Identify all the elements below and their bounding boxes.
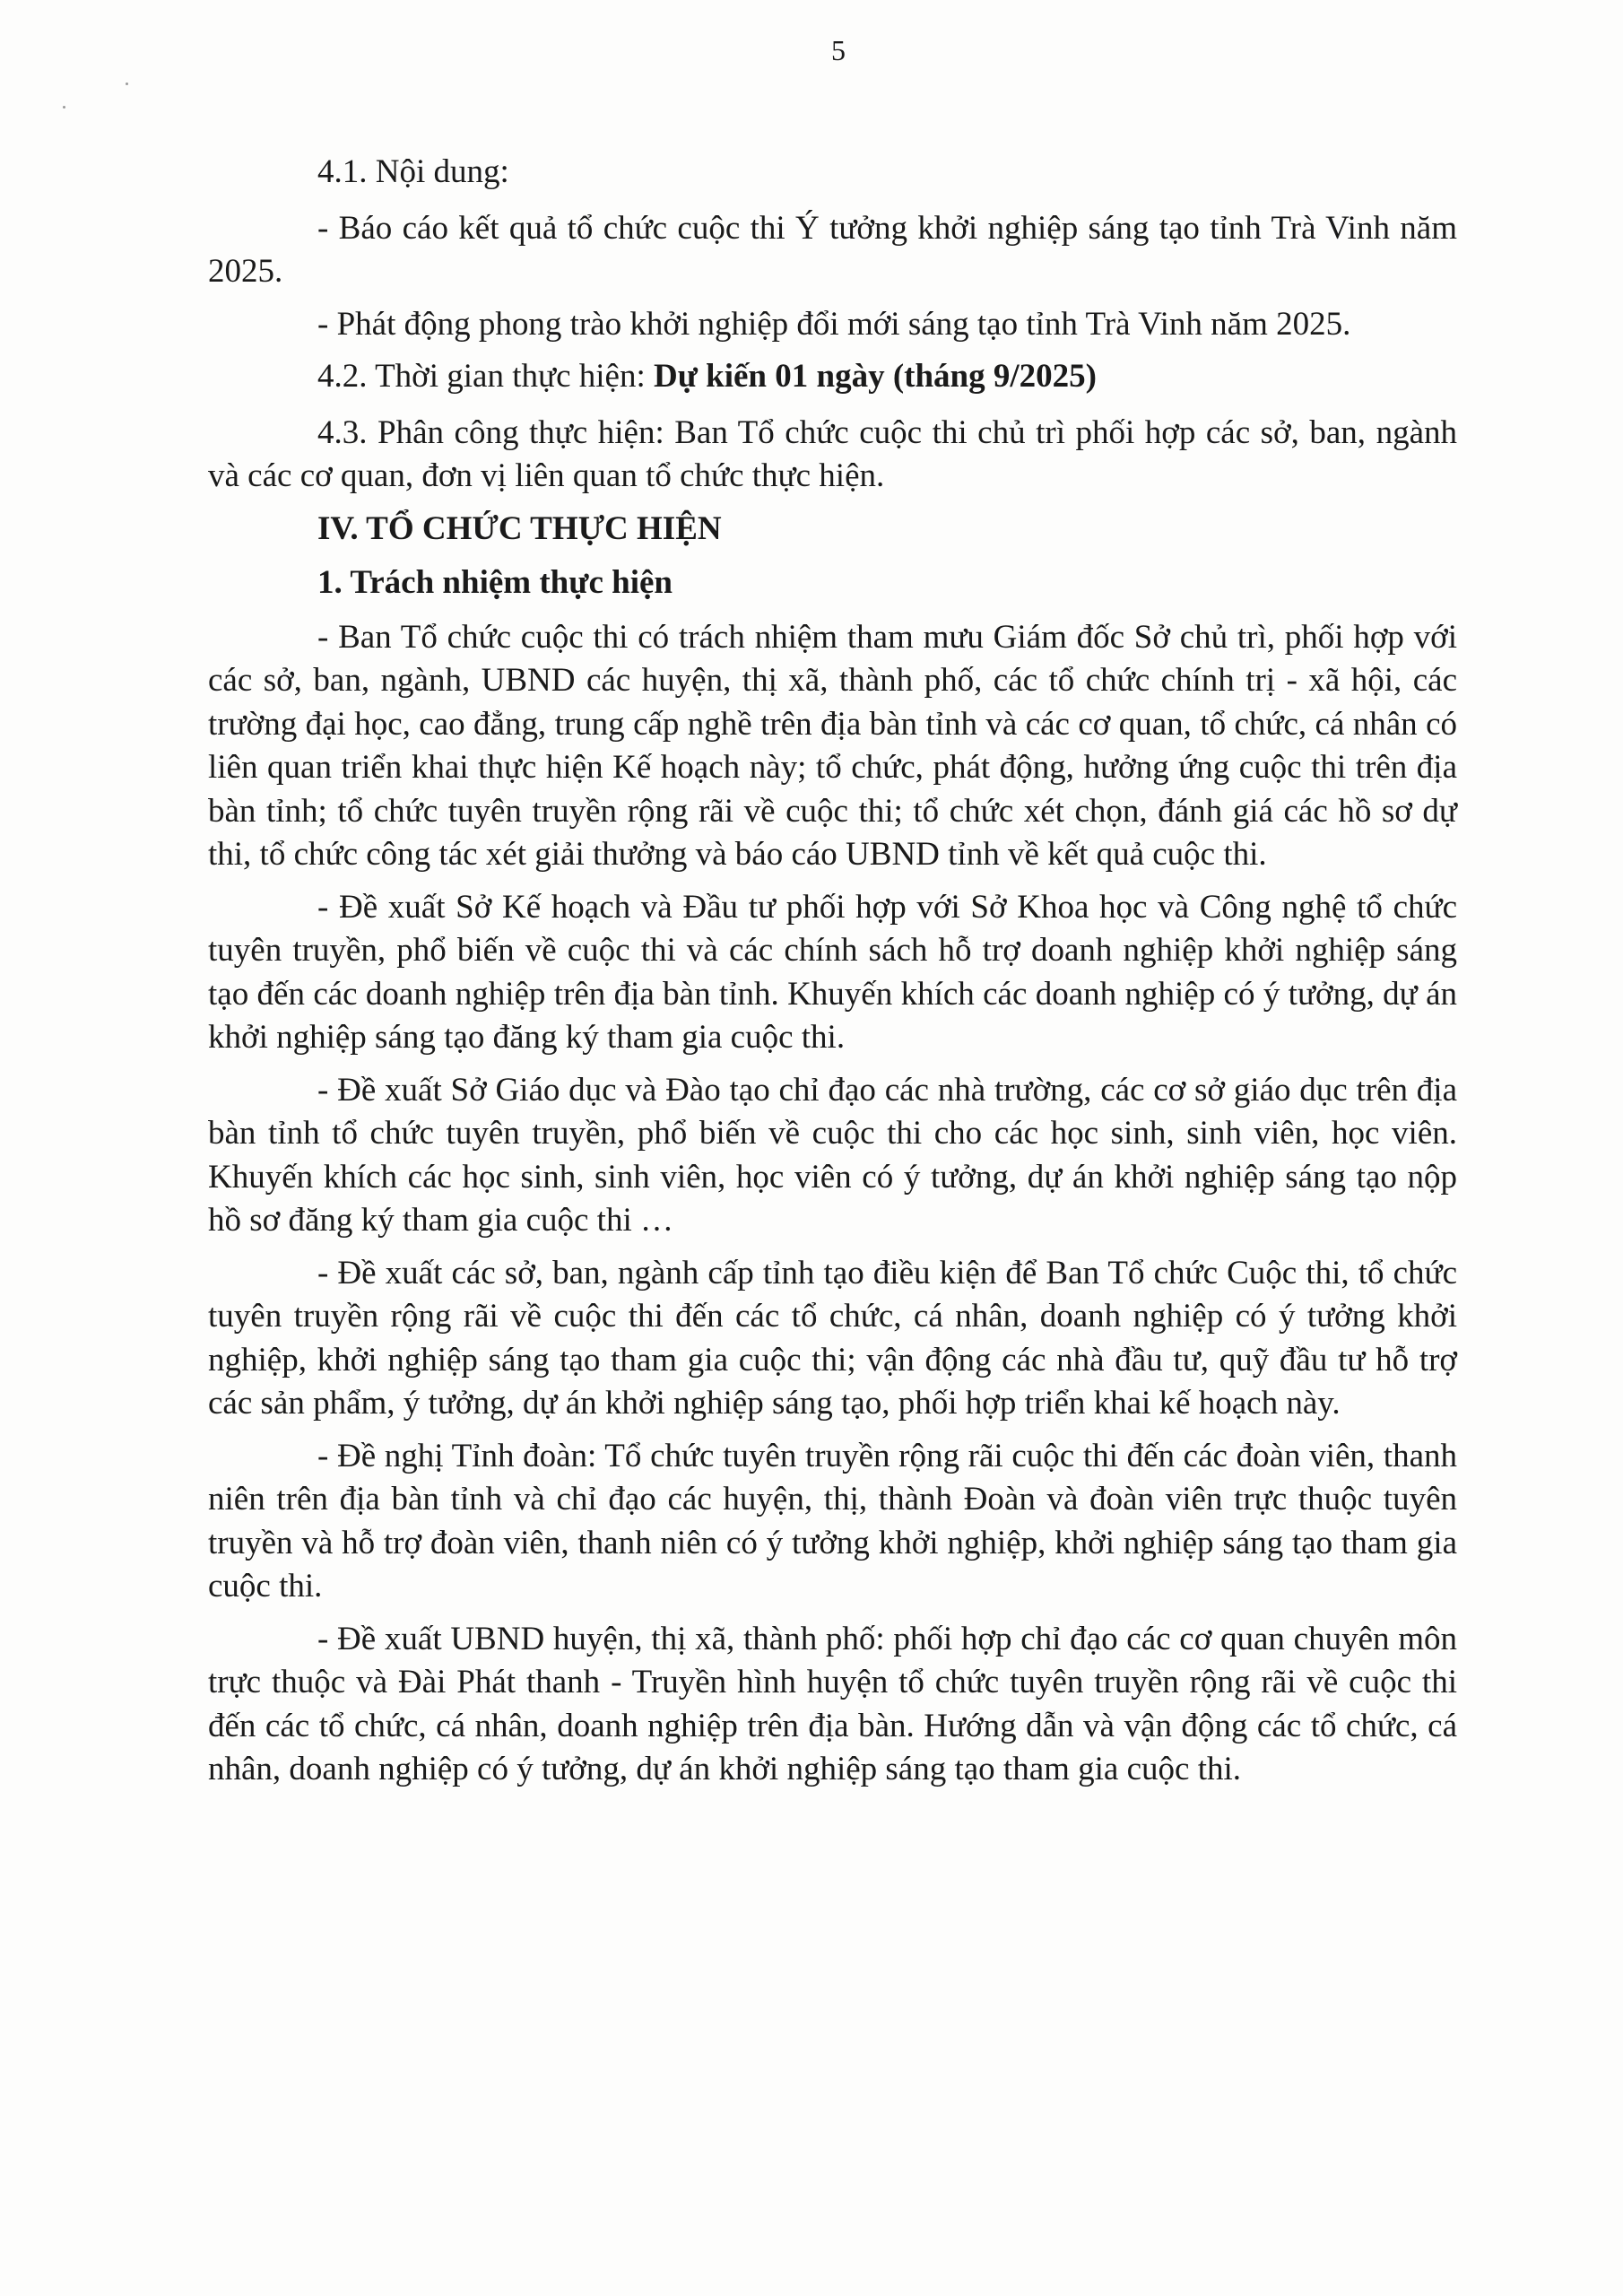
paragraph-report-results: - Báo cáo kết quả tổ chức cuộc thi Ý tưởng khởi nghiệp sáng tạo tỉnh Trà Vinh năm 2025. [208, 209, 1457, 290]
paragraph-4-3-assignment: 4.3. Phân công thực hiện: Ban Tổ chức cuộc thi chủ trì phối hợp các sở, ban, ngành và các cơ quan, đơn vị liên quan tổ chức thực hiện. [208, 413, 1457, 494]
scan-speck [126, 83, 128, 85]
paragraph-planning-investment: - Đề xuất Sở Kế hoạch và Đầu tư phối hợp với Sở Khoa học và Công nghệ tổ chức tuyên truyền, phổ biến về cuộc thi và các chính sách hỗ trợ doanh nghiệp khởi nghiệp sáng tạo đến các doanh nghiệp trên địa bàn tỉnh. Khuyến khích các doanh nghiệp có ý tưởng, dự án khởi nghiệp sáng tạo đăng ký tham gia cuộc thi. [208, 888, 1457, 1056]
paragraph-launch-movement: - Phát động phong trào khởi nghiệp đổi mới sáng tạo tỉnh Trà Vinh năm 2025. [317, 305, 1351, 343]
paragraph-youth-union: - Đề nghị Tỉnh đoàn: Tổ chức tuyên truyền rộng rãi cuộc thi đến các đoàn viên, thanh niên trên địa bàn tỉnh và chỉ đạo các huyện, thị, thành Đoàn và đoàn viên trực thuộc tuyên truyền và hỗ trợ đoàn viên, thanh niên có ý tưởng khởi nghiệp, khởi nghiệp sáng tạo tham gia cuộc thi. [208, 1437, 1457, 1605]
paragraph-4-1-title: 4.1. Nội dung: [317, 153, 509, 190]
time-label: 4.2. Thời gian thực hiện: [317, 358, 654, 395]
paragraph-education-training: - Đề xuất Sở Giáo dục và Đào tạo chỉ đạo các nhà trường, các cơ sở giáo dục trên địa bàn tỉnh tổ chức tuyên truyền, phổ biến về cuộc thi cho các học sinh, sinh viên, học viên. Khuyến khích các học sinh, sinh viên, học viên có ý tưởng, dự án khởi nghiệp sáng tạo nộp hồ sơ đăng ký tham gia cuộc thi … [208, 1071, 1457, 1239]
page-number: 5 [831, 34, 846, 66]
paragraph-provincial-departments: - Đề xuất các sở, ban, ngành cấp tỉnh tạo điều kiện để Ban Tổ chức Cuộc thi, tổ chức tuyên truyền rộng rãi về cuộc thi đến các tổ chức, cá nhân, doanh nghiệp có ý tưởng khởi nghiệp, khởi nghiệp sáng tạo tham gia cuộc thi; vận động các nhà đầu tư, quỹ đầu tư hỗ trợ các sản phẩm, ý tưởng, dự án khởi nghiệp sáng tạo, phối hợp triển khai kế hoạch này. [208, 1254, 1457, 1422]
paragraph-district-committees: - Đề xuất UBND huyện, thị xã, thành phố: phối hợp chỉ đạo các cơ quan chuyên môn trực thuộc và Đài Phát thanh - Truyền hình huyện tổ chức tuyên truyền rộng rãi về cuộc thi đến các tổ chức, cá nhân, doanh nghiệp trên địa bàn. Hướng dẫn và vận động các tổ chức, cá nhân, doanh nghiệp có ý tưởng, dự án khởi nghiệp sáng tạo tham gia cuộc thi. [208, 1620, 1457, 1787]
document-body [208, 151, 1457, 1801]
paragraph-organizing-board: - Ban Tổ chức cuộc thi có trách nhiệm tham mưu Giám đốc Sở chủ trì, phối hợp với các sở, ban, ngành, UBND các huyện, thị xã, thành phố, các tổ chức chính trị - xã hội, các trường đại học, cao đẳng, trung cấp nghề trên địa bàn tỉnh và các cơ quan, tổ chức, cá nhân có liên quan triển khai thực hiện Kế hoạch này; tổ chức, phát động, hưởng ứng cuộc thi trên địa bàn tỉnh; tổ chức tuyên truyền rộng rãi về cuộc thi; tổ chức xét chọn, đánh giá các hồ sơ dự thi, tổ chức công tác xét giải thưởng và báo cáo UBND tỉnh về kết quả cuộc thi. [208, 618, 1457, 873]
subsection-heading-1: 1. Trách nhiệm thực hiện [317, 564, 673, 601]
section-heading-iv: IV. TỔ CHỨC THỰC HIỆN [317, 509, 722, 547]
scan-speck [63, 106, 65, 109]
time-value: Dự kiến 01 ngày (tháng 9/2025) [653, 358, 1097, 395]
paragraph-4-2-time [208, 355, 1457, 399]
